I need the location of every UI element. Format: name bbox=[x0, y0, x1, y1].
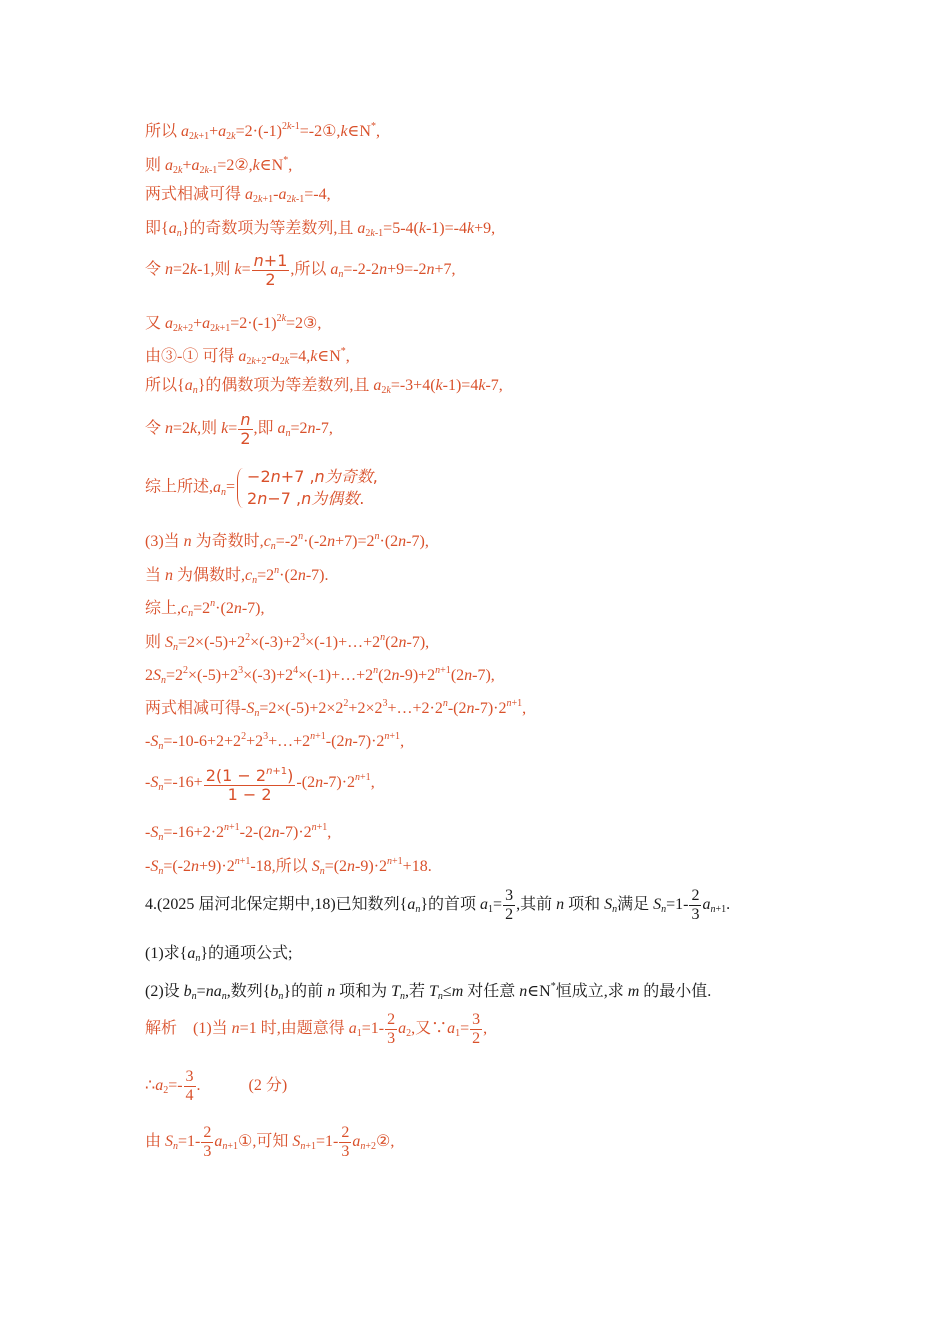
fraction-geometric-sum: $\frac{2(1 - 2^{n+1})}{1 - 2}$ bbox=[204, 763, 296, 804]
solution-line-8: 所以$\{a_n\}$的偶数项为等差数列,且 $a_{2k}=-3+4(k-1)=4k-7$, bbox=[145, 377, 503, 396]
fraction-n-plus-1-over-2: $\frac{n+1}{2}$ bbox=[253, 251, 288, 289]
solution-line-7: 由③-① 可得 $a_{2k+2}-a_{2k}=4,k\in N^*$, bbox=[145, 346, 350, 367]
piecewise-cases: −2n+7 ,n为奇数, 2n−7 ,n为偶数. bbox=[235, 466, 378, 510]
question-4-part-1: (1)求$\{a_n\}$的通项公式; bbox=[145, 945, 293, 964]
left-brace bbox=[237, 468, 244, 508]
solution-line-14: 则 $S_n=2\times(-5)+2^2\times(-3)+2^3\times(-1)+\dots+2^n(2n-7)$, bbox=[145, 632, 430, 653]
fraction-3-over-4: $\frac{3}{4}$ bbox=[185, 1068, 194, 1104]
solution-line-11: (3)当 n 为奇数时$,c_n=-2^n\cdot(-2n+7)=2^n\cdot(2n-7)$, bbox=[145, 531, 429, 552]
fraction-2-over-3: $\frac{2}{3}$ bbox=[691, 887, 700, 923]
answer-line-3: 由 $S_n=1-$ $\frac{2}{3}$ $a_{n+1}①$,可知 $S_{n+1}=1-$ $\frac{2}{3}$ $a_{n+2}②$, bbox=[145, 1124, 395, 1160]
solution-line-9: 令 n=2k,则 k= $\frac{n}{2}$ ,即 $a_n=2n-7$, bbox=[145, 410, 333, 448]
solution-line-6: 又 $a_{2k+2}+a_{2k+1}=2\cdot(-1)^{2k}=2③$, bbox=[145, 313, 322, 334]
solution-line-16: 两式相减可得$-S_n=2\times(-5)+2\times 2^2+2\times 2^3+\dots+2\cdot 2^n-(2n-7)\cdot 2^{n+1}$, bbox=[145, 698, 527, 719]
fraction-2-over-3-d: $\frac{2}{3}$ bbox=[341, 1124, 350, 1160]
question-4-statement: 4.(2025 届河北保定期中,18)已知数列$\{a_n\}$的首项 $a_1=$ $\frac{3}{2}$ ,其前 n 项和 $S_n$满足 $S_n=1-$ $\frac{2}{3}$ $a_{n+1}$. bbox=[145, 887, 731, 923]
solution-line-10: 综上所述$,a_n=$ −2n+7 ,n为奇数, 2n−7 ,n为偶数. bbox=[145, 467, 378, 508]
solution-line-12: 当 n 为偶数时$,c_n=2^n\cdot(2n-7)$. bbox=[145, 565, 329, 586]
solution-line-18: $-S_n=-16+$ $\frac{2(1 - 2^{n+1})}{1 - 2}$ $-(2n-7)\cdot 2^{n+1}$, bbox=[145, 763, 375, 804]
answer-line-1: 解析 (1)当 n=1 时,由题意得 $a_1=1-$ $\frac{2}{3}$ $a_2$,又$\because a_1=$ $\frac{3}{2}$ , bbox=[145, 1011, 488, 1047]
fraction-3-over-2: $\frac{3}{2}$ bbox=[505, 887, 514, 923]
solution-line-20: $-S_n=(-2n+9)\cdot 2^{n+1}-18$,所以 $S_n=(2n-9)\cdot 2^{n+1}+18$. bbox=[145, 856, 432, 877]
solution-line-1: 所以 $a_{2k+1}+a_{2k}=2\cdot(-1)^{2k-1}=-2①,k\in N^*$, bbox=[145, 121, 380, 142]
solution-line-13: 综上$,c_n=2^n\cdot(2n-7)$, bbox=[145, 598, 265, 619]
fraction-2-over-3-b: $\frac{2}{3}$ bbox=[387, 1011, 396, 1047]
fraction-3-over-2-b: $\frac{3}{2}$ bbox=[472, 1011, 481, 1047]
question-4-part-2: (2)设 $b_n=na_n$,数列$\{b_n\}$的前 n 项和为 $T_n$,若 $T_n\le m$ 对任意 n∈N*恒成立,求 m 的最小值. bbox=[145, 981, 712, 1002]
solution-line-5: 令 n=2k-1,则 k= $\frac{n+1}{2}$ ,所以 $a_n=-2-2n+9=-2n+7$, bbox=[145, 251, 456, 289]
solution-line-2: 则 $a_{2k}+a_{2k-1}=2②,k\in N^*$, bbox=[145, 155, 293, 176]
solution-line-4: 即$\{a_n\}$的奇数项为等差数列,且 $a_{2k-1}=5-4(k-1)=-4k+9$, bbox=[145, 220, 496, 239]
answer-line-2: $\therefore a_2=-$ $\frac{3}{4}$ . (2 分) bbox=[145, 1068, 288, 1104]
solution-line-17: $-S_n=-10-6+2+2^2+2^3+\dots+2^{n+1}-(2n-7)\cdot 2^{n+1}$, bbox=[145, 731, 405, 752]
fraction-n-over-2: $\frac{n}{2}$ bbox=[240, 410, 251, 448]
fraction-2-over-3-c: $\frac{2}{3}$ bbox=[203, 1124, 212, 1160]
solution-line-19: $-S_n=-16+2\cdot 2^{n+1}-2-(2n-7)\cdot 2^{n+1}$, bbox=[145, 822, 332, 843]
solution-line-15: $2S_n=2^2\times(-5)+2^3\times(-3)+2^4\times(-1)+\dots+2^n(2n-9)+2^{n+1}(2n-7)$, bbox=[145, 665, 495, 686]
solution-line-3: 两式相减可得 $a_{2k+1}-a_{2k-1}=-4$, bbox=[145, 186, 331, 205]
